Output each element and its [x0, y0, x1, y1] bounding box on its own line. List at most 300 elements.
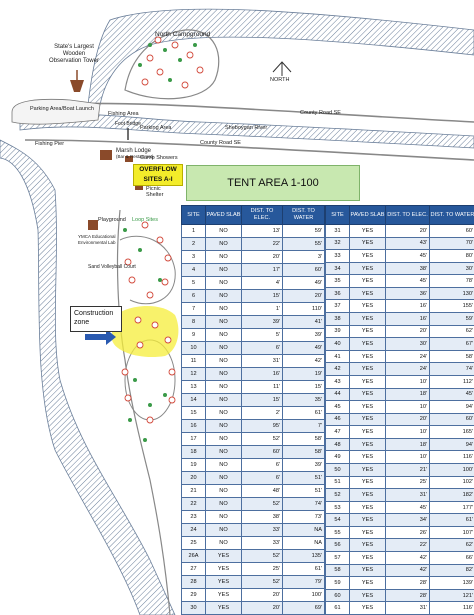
table-cell: 7: [182, 303, 206, 316]
table-cell: NO: [206, 264, 242, 277]
table-cell: 74': [430, 363, 474, 376]
table-cell: YES: [206, 589, 242, 602]
table-cell: 5: [182, 277, 206, 290]
table-cell: 1': [242, 303, 283, 316]
table-cell: NO: [206, 329, 242, 342]
table-cell: 95': [242, 420, 283, 433]
table-cell: 61: [326, 602, 350, 615]
table-cell: 46: [326, 413, 350, 426]
north-label: NORTH: [270, 77, 290, 83]
table-cell: NO: [206, 498, 242, 511]
table-row: [326, 539, 474, 552]
table-cell: 15': [283, 381, 325, 394]
table-cell: 52': [242, 550, 283, 563]
table-cell: 9: [182, 329, 206, 342]
table-cell: 30: [182, 602, 206, 615]
table-cell: 22: [182, 498, 206, 511]
table-cell: 36: [326, 287, 350, 300]
table-cell: 59: [326, 577, 350, 590]
table-cell: 10: [182, 342, 206, 355]
table-cell: 29: [182, 589, 206, 602]
table-cell: NO: [206, 485, 242, 498]
table-cell: 19': [283, 368, 325, 381]
table-cell: 38: [326, 313, 350, 326]
column-header: PAVED SLAB: [350, 206, 386, 225]
table-cell: NO: [206, 381, 242, 394]
table-row: [326, 350, 474, 363]
table-cell: 41': [283, 316, 325, 329]
table-cell: 20': [283, 290, 325, 303]
table-cell: YES: [350, 602, 386, 615]
table-cell: 45: [326, 401, 350, 414]
table-cell: 26A: [182, 550, 206, 563]
table-cell: 20': [386, 325, 430, 338]
table-cell: 79': [283, 576, 325, 589]
table-row: [326, 401, 474, 414]
table-row: [326, 325, 474, 338]
table-cell: 18': [386, 438, 430, 451]
table-cell: 6': [242, 472, 283, 485]
table-row: [326, 363, 474, 376]
table-cell: 23: [182, 511, 206, 524]
table-cell: 52': [242, 433, 283, 446]
table-cell: NO: [206, 225, 242, 238]
table-cell: 135': [283, 550, 325, 563]
table-cell: 10': [386, 426, 430, 439]
table-cell: 121': [430, 589, 474, 602]
table-cell: YES: [350, 250, 386, 263]
sand-volleyball-label: Sand Volleyball Court: [88, 264, 136, 270]
table-cell: 155': [430, 300, 474, 313]
table-cell: YES: [350, 338, 386, 351]
table-cell: 4: [182, 264, 206, 277]
table-row: [326, 388, 474, 401]
table-cell: 25: [182, 537, 206, 550]
table-row: [326, 501, 474, 514]
table-cell: YES: [350, 363, 386, 376]
table-row: [326, 552, 474, 565]
table-cell: YES: [350, 225, 386, 238]
table-row: [182, 264, 325, 277]
table-row: [326, 413, 474, 426]
column-header: DIST. TO WATER: [430, 206, 474, 225]
table-cell: 51: [326, 476, 350, 489]
table-row: [326, 237, 474, 250]
observation-tower-label: State's Largest Wooden Observation Tower: [49, 44, 99, 64]
table-cell: NO: [206, 446, 242, 459]
table-row: [182, 277, 325, 290]
table-cell: YES: [350, 552, 386, 565]
table-cell: 4': [242, 277, 283, 290]
table-cell: 8: [182, 316, 206, 329]
table-cell: YES: [350, 501, 386, 514]
ymca-building: [88, 220, 98, 230]
table-cell: YES: [350, 438, 386, 451]
table-cell: 31': [386, 602, 430, 615]
table-cell: 94': [430, 438, 474, 451]
table-row: [326, 375, 474, 388]
table-cell: YES: [350, 476, 386, 489]
table-cell: 39': [242, 316, 283, 329]
table-cell: 14: [182, 394, 206, 407]
campsite-table-left: [181, 205, 325, 615]
fishing-pier-label: Fishing Pier: [35, 141, 65, 147]
marsh-lodge-subtitle: (Bar & Restaurant): [116, 154, 154, 159]
table-cell: 22': [242, 238, 283, 251]
table-cell: NA: [283, 524, 325, 537]
table-cell: YES: [350, 514, 386, 527]
table-cell: 60': [283, 264, 325, 277]
table-cell: 40: [326, 338, 350, 351]
table-row: [326, 338, 474, 351]
table-row: [326, 426, 474, 439]
north-campground-label: North Campground: [155, 31, 211, 38]
table-row: [182, 290, 325, 303]
table-cell: 1: [182, 225, 206, 238]
table-cell: 42': [386, 552, 430, 565]
table-cell: 69': [283, 602, 325, 615]
table-cell: 17': [242, 264, 283, 277]
table-cell: 15': [242, 290, 283, 303]
table-row: [326, 451, 474, 464]
table-cell: 6: [182, 290, 206, 303]
table-cell: 34: [326, 262, 350, 275]
table-cell: YES: [206, 563, 242, 576]
table-cell: 16': [386, 300, 430, 313]
table-cell: 67': [430, 338, 474, 351]
table-cell: 107': [430, 526, 474, 539]
table-cell: NO: [206, 433, 242, 446]
table-cell: 35': [283, 394, 325, 407]
table-row: [182, 251, 325, 264]
table-cell: 55: [326, 526, 350, 539]
table-cell: 48: [326, 438, 350, 451]
table-row: [326, 225, 474, 238]
table-cell: 51': [283, 485, 325, 498]
table-cell: NO: [206, 277, 242, 290]
table-cell: 44: [326, 388, 350, 401]
table-cell: 41: [326, 350, 350, 363]
table-cell: 42: [326, 363, 350, 376]
table-row: [182, 446, 325, 459]
table-cell: 48': [242, 485, 283, 498]
table-cell: YES: [350, 539, 386, 552]
table-row: [182, 498, 325, 511]
table-cell: NO: [206, 355, 242, 368]
table-cell: 11: [182, 355, 206, 368]
table-row: [326, 514, 474, 527]
table-cell: 56: [326, 539, 350, 552]
table-cell: 61': [430, 514, 474, 527]
table-cell: 32: [326, 237, 350, 250]
table-cell: NA: [283, 537, 325, 550]
table-cell: 102': [430, 476, 474, 489]
table-cell: 50: [326, 463, 350, 476]
table-cell: 78': [430, 275, 474, 288]
table-cell: 33': [242, 537, 283, 550]
table-cell: 20': [242, 589, 283, 602]
table-cell: 38': [242, 511, 283, 524]
table-row: [182, 355, 325, 368]
table-cell: 49: [326, 451, 350, 464]
table-cell: 20': [242, 251, 283, 264]
table-cell: YES: [350, 287, 386, 300]
table-cell: YES: [350, 426, 386, 439]
table-row: [326, 463, 474, 476]
parking-area-label: Parking Area: [140, 125, 172, 131]
table-cell: YES: [350, 262, 386, 275]
column-header: SITE: [182, 206, 206, 225]
table-cell: 10': [386, 375, 430, 388]
table-cell: 15: [182, 407, 206, 420]
marsh-lodge-title: Marsh Lodge: [116, 148, 152, 154]
table-row: [182, 563, 325, 576]
table-row: [182, 524, 325, 537]
table-cell: 18: [182, 446, 206, 459]
playground-label: Playground: [98, 217, 126, 223]
table-row: [326, 250, 474, 263]
table-cell: 39': [283, 329, 325, 342]
column-header: DIST. TO WATER: [283, 206, 325, 225]
table-cell: 42': [386, 564, 430, 577]
table-row: [182, 225, 325, 238]
table-cell: 10': [386, 401, 430, 414]
table-cell: 58: [326, 564, 350, 577]
table-cell: 10': [386, 451, 430, 464]
table-cell: 6': [242, 459, 283, 472]
table-row: [182, 511, 325, 524]
county-road-upper-label: County Road SE: [300, 110, 341, 116]
table-cell: 21: [182, 485, 206, 498]
table-cell: 25': [386, 476, 430, 489]
table-cell: 30': [386, 338, 430, 351]
table-cell: 20: [182, 472, 206, 485]
table-cell: 112': [430, 375, 474, 388]
table-cell: YES: [350, 589, 386, 602]
table-cell: NO: [206, 472, 242, 485]
table-cell: 18': [386, 388, 430, 401]
fishing-area-label: Fishing Area: [108, 111, 139, 117]
table-cell: NO: [206, 511, 242, 524]
table-cell: 3': [283, 251, 325, 264]
table-cell: YES: [350, 451, 386, 464]
column-header: DIST. TO ELEC.: [386, 206, 430, 225]
table-row: [182, 368, 325, 381]
table-cell: 177': [430, 501, 474, 514]
table-cell: 130': [430, 287, 474, 300]
table-header-row: [326, 206, 474, 225]
table-cell: 70': [430, 237, 474, 250]
table-cell: 43: [326, 375, 350, 388]
observation-tower-icon: [70, 70, 84, 92]
table-cell: 16': [386, 313, 430, 326]
campsite-table-right: [325, 205, 474, 615]
tent-area-box: TENT AREA 1-100: [186, 165, 360, 201]
table-row: [182, 381, 325, 394]
table-cell: 100': [430, 463, 474, 476]
table-cell: NO: [206, 251, 242, 264]
table-cell: 12: [182, 368, 206, 381]
table-cell: YES: [206, 576, 242, 589]
table-cell: NO: [206, 303, 242, 316]
table-row: [326, 262, 474, 275]
table-cell: 24': [386, 363, 430, 376]
table-row: [182, 316, 325, 329]
table-row: [326, 287, 474, 300]
table-row: [182, 485, 325, 498]
table-cell: 66': [430, 552, 474, 565]
table-cell: 31': [386, 489, 430, 502]
table-cell: YES: [350, 388, 386, 401]
table-cell: 28': [386, 577, 430, 590]
table-cell: 2': [242, 407, 283, 420]
table-row: [182, 303, 325, 316]
table-cell: YES: [206, 550, 242, 563]
table-cell: 116': [430, 451, 474, 464]
table-cell: 20': [386, 413, 430, 426]
table-cell: YES: [350, 375, 386, 388]
table-cell: 45': [386, 275, 430, 288]
table-row: [182, 407, 325, 420]
loop-sites-label: Loop Sites: [132, 217, 158, 223]
table-cell: 45': [430, 388, 474, 401]
table-cell: 94': [430, 401, 474, 414]
table-row: [326, 476, 474, 489]
table-cell: NO: [206, 459, 242, 472]
column-header: DIST. TO ELEC.: [242, 206, 283, 225]
table-cell: 37: [326, 300, 350, 313]
table-cell: 24': [386, 350, 430, 363]
table-cell: 116': [430, 602, 474, 615]
table-cell: 55': [283, 238, 325, 251]
table-row: [326, 564, 474, 577]
sheboygan-river-label: Sheboygan River: [225, 125, 268, 131]
table-cell: 60': [430, 225, 474, 238]
table-cell: 47: [326, 426, 350, 439]
table-cell: 28': [386, 589, 430, 602]
table-cell: 73': [283, 511, 325, 524]
table-cell: 58': [283, 433, 325, 446]
camp-showers-label: Camp Showers: [140, 155, 178, 161]
table-row: [326, 275, 474, 288]
table-row: [182, 329, 325, 342]
table-cell: NO: [206, 524, 242, 537]
table-cell: 62': [430, 325, 474, 338]
table-row: [326, 438, 474, 451]
table-cell: NO: [206, 368, 242, 381]
table-cell: 30': [430, 262, 474, 275]
table-cell: 59': [430, 313, 474, 326]
table-row: [182, 394, 325, 407]
table-cell: YES: [350, 463, 386, 476]
table-cell: NO: [206, 342, 242, 355]
table-cell: NO: [206, 290, 242, 303]
table-cell: 33': [242, 524, 283, 537]
table-cell: YES: [350, 350, 386, 363]
table-cell: 7': [283, 420, 325, 433]
table-cell: 52': [242, 576, 283, 589]
table-row: [326, 589, 474, 602]
table-cell: 58': [430, 350, 474, 363]
table-cell: YES: [350, 237, 386, 250]
table-cell: YES: [206, 602, 242, 615]
table-cell: 34': [386, 514, 430, 527]
table-cell: 24: [182, 524, 206, 537]
table-cell: 13': [242, 225, 283, 238]
table-cell: 39': [283, 459, 325, 472]
table-cell: 60': [242, 446, 283, 459]
table-cell: 39: [326, 325, 350, 338]
river-upper: [88, 9, 474, 105]
table-cell: YES: [350, 275, 386, 288]
table-cell: 58': [283, 446, 325, 459]
column-header: PAVED SLAB: [206, 206, 242, 225]
construction-zone-box: Construction zone: [70, 306, 122, 332]
table-cell: 20': [386, 225, 430, 238]
table-row: [182, 472, 325, 485]
table-row: [326, 300, 474, 313]
table-cell: 42': [283, 355, 325, 368]
table-cell: 80': [430, 250, 474, 263]
table-cell: 31': [242, 355, 283, 368]
table-cell: 82': [430, 564, 474, 577]
table-cell: 16: [182, 420, 206, 433]
ymca-label: YMCA Educational Environmental Lab: [78, 234, 116, 245]
table-row: [182, 420, 325, 433]
table-row: [326, 577, 474, 590]
table-cell: 15': [242, 394, 283, 407]
table-cell: 16': [242, 368, 283, 381]
table-cell: YES: [350, 413, 386, 426]
overflow-line2: SITES A-I: [143, 176, 173, 183]
table-cell: 62': [430, 539, 474, 552]
overflow-sites-badge: [133, 164, 183, 186]
table-cell: 60': [430, 413, 474, 426]
table-cell: 2: [182, 238, 206, 251]
table-row: [182, 589, 325, 602]
table-cell: 165': [430, 426, 474, 439]
parking-boat-launch-label: Parking Area/Boat Launch: [30, 106, 94, 112]
table-cell: YES: [350, 300, 386, 313]
table-cell: 52: [326, 489, 350, 502]
table-cell: 100': [283, 589, 325, 602]
campsite-tables: [181, 205, 474, 615]
overflow-line1: OVERFLOW: [139, 166, 177, 173]
table-row: [182, 537, 325, 550]
table-row: [182, 459, 325, 472]
table-cell: 59': [283, 225, 325, 238]
table-cell: 5': [242, 329, 283, 342]
table-cell: NO: [206, 407, 242, 420]
table-row: [182, 433, 325, 446]
table-row: [326, 602, 474, 615]
table-cell: 19: [182, 459, 206, 472]
table-cell: 36': [386, 287, 430, 300]
table-cell: YES: [350, 489, 386, 502]
table-cell: 21': [386, 463, 430, 476]
table-cell: 49': [283, 342, 325, 355]
table-cell: 28: [182, 576, 206, 589]
table-cell: 27: [182, 563, 206, 576]
table-cell: 22': [386, 539, 430, 552]
table-cell: 26': [386, 526, 430, 539]
table-cell: 45': [386, 250, 430, 263]
table-cell: 49': [283, 277, 325, 290]
table-cell: 110': [283, 303, 325, 316]
north-arrow-icon: [273, 62, 291, 76]
table-cell: 33: [326, 250, 350, 263]
table-row: [182, 576, 325, 589]
